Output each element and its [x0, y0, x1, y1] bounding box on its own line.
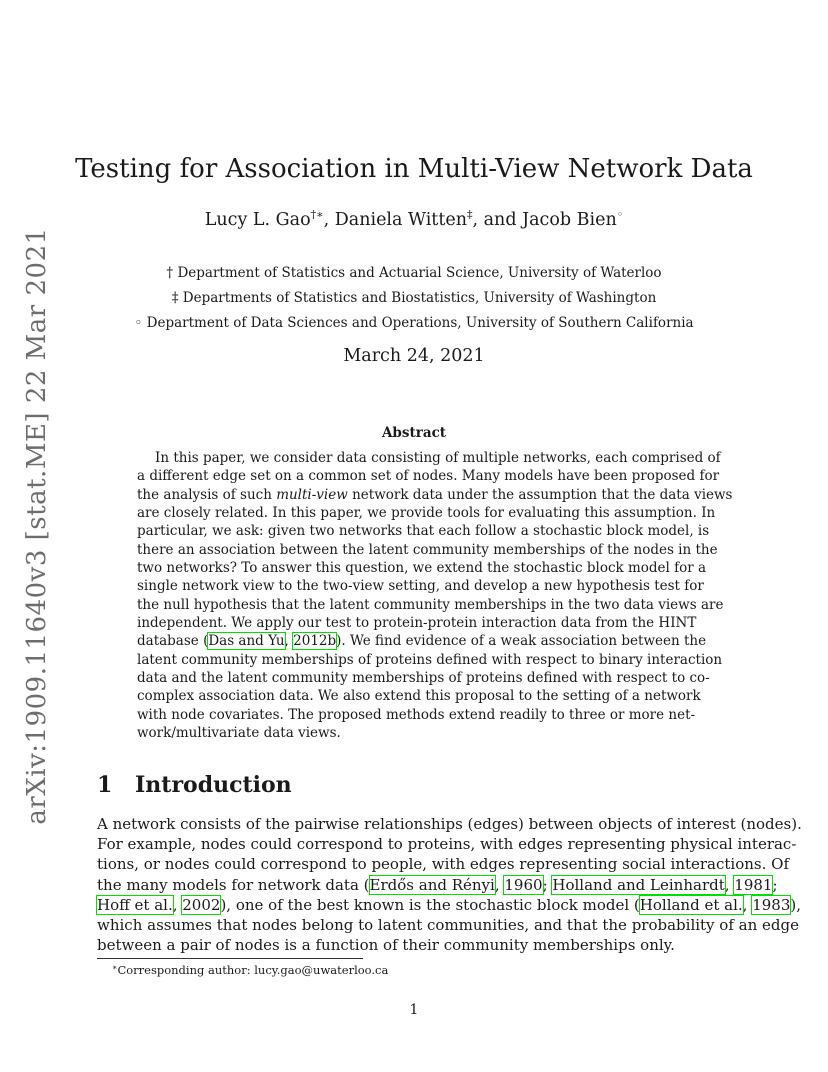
citation-year-link[interactable]: 2002: [182, 895, 221, 914]
citation-link[interactable]: Erdős and Rényi: [369, 875, 495, 894]
body-text: ,: [742, 895, 753, 914]
body-line: [97, 875, 778, 895]
affiliation-list: [0, 261, 828, 336]
section-title: Introduction: [135, 772, 292, 798]
citation-year-link[interactable]: 2012b: [293, 633, 337, 650]
author-separator: ,: [323, 210, 335, 230]
abstract-line: work/multivariate data views.: [137, 725, 341, 742]
author-name: Daniela Witten: [334, 210, 467, 230]
paper-title: Testing for Association in Multi-View Network Data: [75, 154, 753, 184]
affiliation: † Department of Statistics and Actuarial Science, University of Waterloo: [166, 265, 662, 281]
abstract-heading: Abstract: [381, 425, 447, 441]
abstract-line: [137, 486, 733, 504]
abstract-line: there an association between the latent community memberships of the nodes in the: [137, 541, 718, 558]
paper-date: March 24, 2021: [343, 346, 485, 366]
body-line: tions, or nodes could correspond to people, with edges representing social interactions. Of: [97, 855, 789, 874]
abstract-line: [137, 632, 707, 650]
section-heading: [97, 770, 292, 800]
abstract-line: the null hypothesis that the latent community memberships in the two data views are: [137, 596, 724, 613]
body-text: ,: [494, 875, 505, 894]
section-number: 1: [97, 772, 113, 798]
body-line: For example, nodes could correspond to proteins, with edges representing physical interac-: [97, 835, 797, 854]
affiliation: ‡ Departments of Statistics and Biostatistics, University of Washington: [171, 290, 657, 306]
author-separator: , and: [472, 210, 523, 230]
abstract-line: complex association data. We also extend this proposal to the setting of a network: [137, 688, 701, 705]
abstract-line: single network view to the two-view setting, and develop a new hypothesis test for: [137, 578, 704, 595]
footnote: [112, 962, 388, 978]
abstract-line: latent community memberships of proteins defined with respect to binary interaction: [137, 651, 723, 668]
abstract-line: a different edge set on a common set of nodes. Many models have been proposed for: [137, 468, 720, 485]
citation-link[interactable]: Hoff et al.: [97, 895, 173, 914]
citation-year-link[interactable]: 1960: [504, 875, 543, 894]
author-name: Jacob Bien: [522, 210, 617, 230]
body-text: ,: [724, 875, 735, 894]
body-text: ), one of the best known is the stochastic block model (: [220, 895, 640, 914]
author-list: [0, 207, 828, 233]
footnote-rule: [97, 958, 363, 959]
citation-link[interactable]: Holland and Leinhardt: [552, 875, 725, 894]
body-line: between a pair of nodes is a function of their community memberships only.: [97, 936, 675, 955]
intro-paragraph: [97, 814, 802, 955]
author-mark: ◦: [616, 208, 624, 221]
abstract-line: particular, we ask: given two networks that each follow a stochastic block model, is: [137, 523, 710, 540]
body-text: ;: [542, 875, 553, 894]
author-name: Lucy L. Gao: [204, 210, 311, 230]
abstract-body: [137, 449, 733, 743]
abstract-line: independent. We apply our test to protein-protein interaction data from the HINT: [137, 615, 697, 632]
body-text: the many models for network data (: [97, 875, 370, 894]
abstract-text: network data under the assumption that the data views: [352, 486, 733, 503]
author-mark: ‡: [466, 208, 473, 221]
abstract-line: two networks? To answer this question, we extend the stochastic block model for a: [137, 560, 707, 577]
abstract-line: with node covariates. The proposed methods extend readily to three or more net-: [137, 706, 696, 723]
citation-link[interactable]: Holland et al.: [639, 895, 743, 914]
body-text: ,: [172, 895, 183, 914]
affiliation: ◦ Department of Data Sciences and Operations, University of Southern California: [134, 315, 694, 331]
abstract-line: In this paper, we consider data consisting of multiple networks, each comprised of: [155, 450, 721, 466]
abstract-text: ). We find evidence of a weak association between the: [336, 633, 707, 650]
abstract-line: data and the latent community memberships of proteins defined with respect to co-: [137, 670, 710, 687]
page-number: 1: [409, 1002, 419, 1018]
citation-link[interactable]: Das and Yu: [208, 633, 285, 650]
citation-year-link[interactable]: 1981: [734, 875, 773, 894]
citation-year-link[interactable]: 1983: [752, 895, 791, 914]
abstract-text: the analysis of such: [137, 486, 277, 503]
footnote-mark: ∗: [112, 963, 118, 972]
body-line: A network consists of the pairwise relationships (edges) between objects of interest (nodes).: [97, 815, 802, 833]
abstract-line: are closely related. In this paper, we provide tools for evaluating this assumption. In: [137, 505, 716, 522]
abstract-text: database (: [137, 633, 209, 650]
abstract-text: ,: [284, 633, 294, 650]
footnote-text: Corresponding author: lucy.gao@uwaterloo.ca: [117, 963, 389, 977]
body-line: which assumes that nodes belong to latent communities, and that the probability of an edge: [97, 916, 799, 935]
arxiv-stamp-text: arXiv:1909.11640v3 [stat.ME] 22 Mar 2021: [22, 227, 52, 825]
author-mark: †∗: [310, 208, 324, 221]
body-line: [97, 895, 802, 915]
italic-term: multi-view: [276, 486, 348, 503]
body-text: ;: [772, 875, 778, 894]
body-text: ),: [790, 895, 802, 914]
